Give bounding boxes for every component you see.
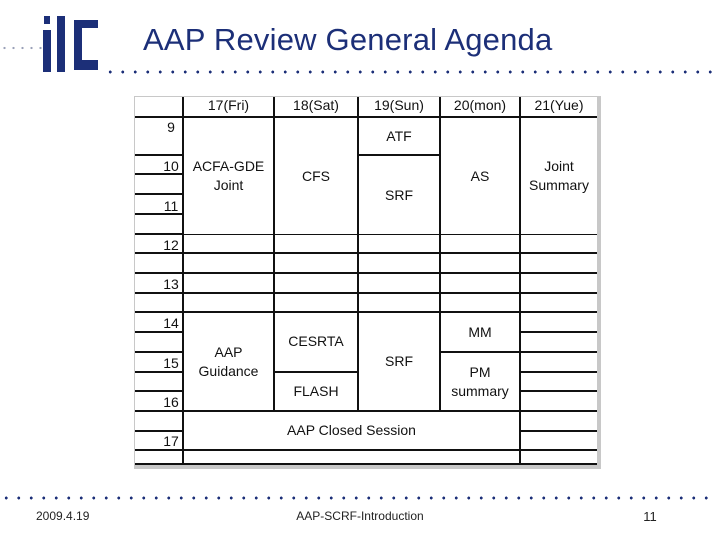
- hour-label-9: 9: [167, 119, 175, 135]
- page-number: 11: [643, 509, 657, 524]
- hour-label-10: 10: [163, 158, 179, 174]
- session-mm: MM: [441, 313, 519, 351]
- day-header-sat: 18(Sat): [293, 97, 339, 113]
- session-srf-afternoon: SRF: [359, 313, 439, 410]
- session-joint-summary: Joint Summary: [521, 118, 597, 234]
- agenda-grid: [135, 97, 597, 465]
- ilc-logo-icon: [40, 12, 102, 76]
- footer-subtitle: AAP-SCRF-Introduction: [296, 509, 424, 523]
- session-flash: FLASH: [275, 373, 357, 410]
- session-aap-closed: AAP Closed Session: [184, 412, 519, 449]
- hour-label-15: 15: [163, 355, 179, 371]
- hour-label-11: 11: [163, 198, 179, 214]
- session-atf: ATF: [359, 118, 439, 154]
- hour-label-12: 12: [163, 237, 179, 253]
- title-dotted-rule: [104, 70, 716, 74]
- logo-dots-left: [0, 46, 42, 50]
- footer-date: 2009.4.19: [36, 509, 90, 523]
- hour-label-13: 13: [163, 276, 179, 292]
- hour-label-17: 17: [163, 433, 179, 449]
- footer-dotted-rule: [0, 496, 716, 500]
- day-header-fri: 17(Fri): [207, 97, 250, 113]
- agenda-table: [134, 96, 601, 469]
- session-srf-morning: SRF: [359, 156, 439, 234]
- session-as: AS: [441, 118, 519, 234]
- session-acfa-gde-joint: ACFA-GDE Joint: [184, 118, 273, 234]
- session-aap-guidance: AAP Guidance: [184, 313, 273, 410]
- session-cesrta: CESRTA: [275, 313, 357, 370]
- day-header-yue: 21(Yue): [534, 97, 584, 113]
- day-header-sun: 19(Sun): [374, 97, 424, 113]
- session-pm-summary: PM summary: [441, 353, 519, 410]
- day-header-mon: 20(mon): [453, 97, 507, 113]
- hour-label-14: 14: [163, 315, 179, 331]
- hour-label-16: 16: [163, 394, 179, 410]
- session-cfs: CFS: [275, 118, 357, 234]
- slide-title: AAP Review General Agenda: [143, 22, 553, 57]
